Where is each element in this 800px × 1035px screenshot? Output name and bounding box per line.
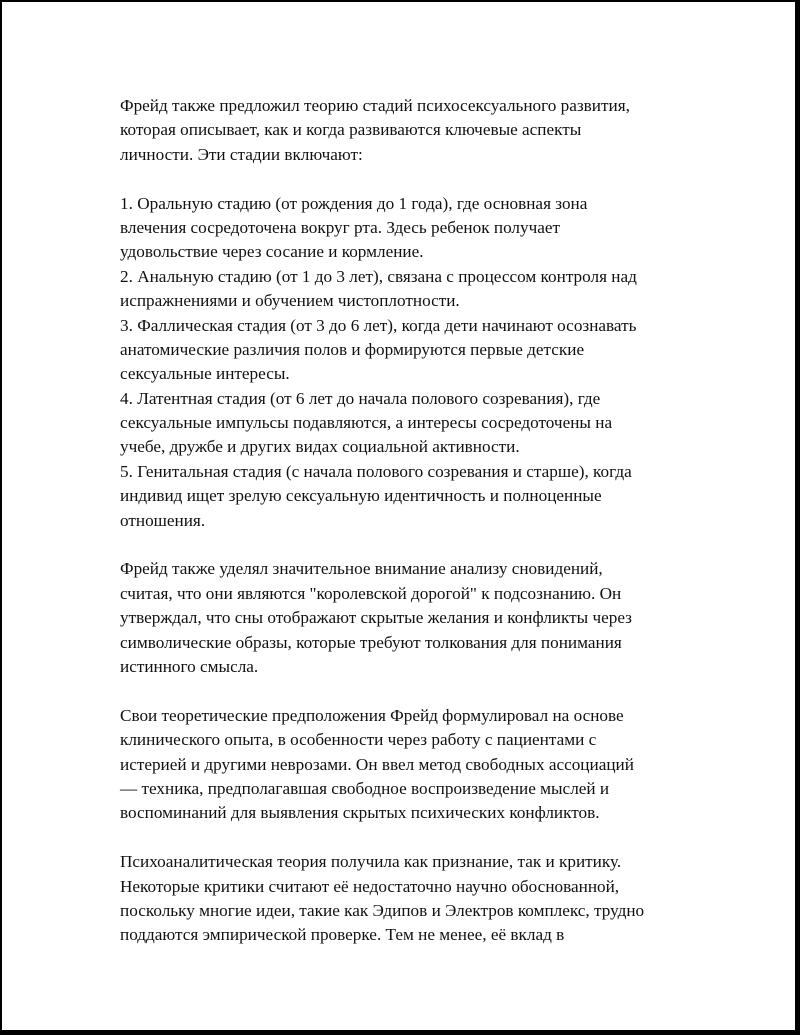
text-line: 4. Латентная стадия (от 6 лет до начала полового созревания), где: [120, 388, 601, 408]
document-body: [120, 94, 720, 948]
text-line: индивид ищет зрелую сексуальную идентичность и полноценные: [120, 486, 602, 506]
text-line: испражнениями и обучением чистоплотности.: [120, 291, 460, 311]
text-line: Некоторые критики считают её недостаточно научно обоснованной,: [120, 876, 620, 896]
text-line: влечения сосредоточена вокруг рта. Здесь ребенок получает: [120, 217, 561, 237]
text-line: 3. Фаллическая стадия (от 3 до 6 лет), когда дети начинают осознавать: [120, 315, 637, 335]
text-line: воспоминаний для выявления скрытых психических конфликтов.: [120, 803, 600, 823]
text-line: 5. Генитальная стадия (с начала полового созревания и старше), когда: [120, 461, 632, 481]
text-line: символические образы, которые требуют толкования для понимания: [120, 632, 622, 652]
text-line: Фрейд также уделял значительное внимание анализу сновидений,: [120, 559, 603, 579]
text-line: которая описывает, как и когда развиваются ключевые аспекты: [120, 120, 582, 140]
text-line: сексуальные импульсы подавляются, а интересы сосредоточены на: [120, 413, 613, 433]
text-line: Свои теоретические предположения Фрейд формулировал на основе: [120, 705, 624, 725]
text-line: анатомические различия полов и формируются первые детские: [120, 339, 585, 359]
text-line: сексуальные интересы.: [120, 364, 290, 384]
text-line: Фрейд также предложил теорию стадий психосексуального развития,: [120, 96, 630, 115]
text-line: считая, что они являются "королевской дорогой" к подсознанию. Он: [120, 583, 622, 603]
text-line: клинического опыта, в особенности через работу с пациентами с: [120, 730, 597, 750]
text-line: 2. Анальную стадию (от 1 до 3 лет), связана с процессом контроля над: [120, 266, 637, 286]
text-line: Психоаналитическая теория получила как признание, так и критику.: [120, 852, 622, 872]
text-line: 1. Оральную стадию (от рождения до 1 года), где основная зона: [120, 193, 588, 213]
paragraph-break: [120, 826, 720, 850]
text-line: удовольствие через сосание и кормление.: [120, 242, 424, 262]
text-line: поддаются эмпирической проверке. Тем не менее, её вклад в: [120, 925, 565, 945]
text-line: учебе, дружбе и других видах социальной активности.: [120, 437, 520, 457]
text-line: истинного смысла.: [120, 656, 259, 676]
text-line: отношения.: [120, 510, 206, 530]
paragraph-break: [120, 679, 720, 703]
paragraph-break: [120, 167, 720, 191]
paragraph-break: [120, 533, 720, 557]
text-line: — техника, предполагавшая свободное воспроизведение мыслей и: [120, 778, 610, 798]
text-line: поскольку многие идеи, такие как Эдипов и Электров комплекс, трудно: [120, 900, 645, 920]
text-line: истерией и другими неврозами. Он ввел метод свободных ассоциаций: [120, 754, 634, 774]
text-line: личности. Эти стадии включают:: [120, 144, 363, 164]
text-line: утверждал, что сны отображают скрытые желания и конфликты через: [120, 608, 632, 628]
